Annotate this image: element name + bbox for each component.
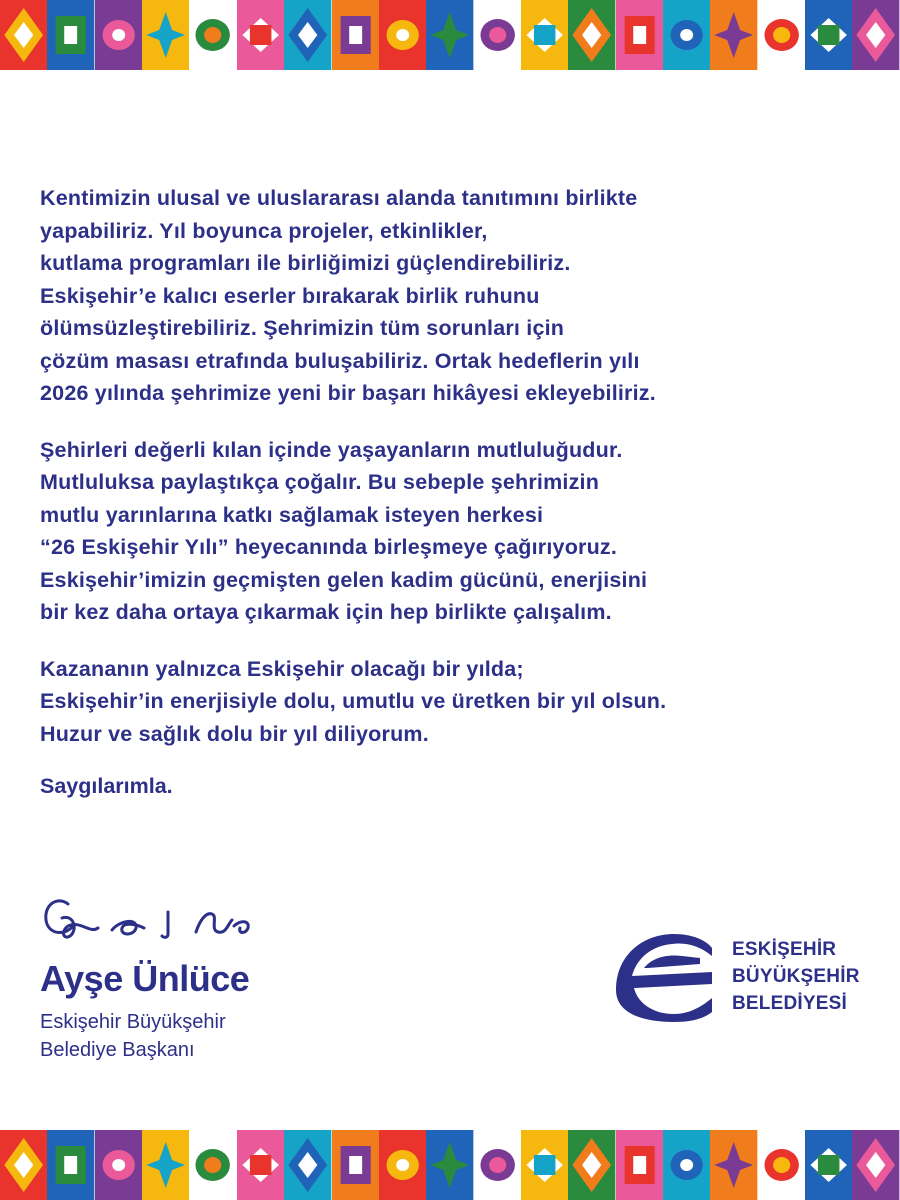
building-icon [805,0,852,70]
title-line: Belediye Başkanı [40,1039,195,1061]
tulip-red-icon [568,1130,615,1200]
logo-line: BÜYÜKŞEHİR [732,965,860,987]
red-medallion-icon [284,0,331,70]
municipality-logo [608,928,860,1024]
paragraph-line: Eskişehir’in enerjisiyle dolu, umutlu ve üretken bir yıl olsun. [40,689,667,713]
tulip-icon [426,1130,473,1200]
paragraph-line: mutlu yarınlarına katkı sağlamak isteyen herkesi [40,502,544,527]
ornament-icon [521,1130,568,1200]
flower-pattern-icon [189,0,236,70]
red-cross-star-icon [379,0,426,70]
red-cross-star-icon [379,1130,426,1200]
bottom-decorative-border [0,1130,900,1200]
rosette-tile-icon [142,0,189,70]
geometric-tile-icon [95,1130,142,1200]
letter-body [40,182,840,799]
diamond-pattern-icon [0,0,47,70]
paragraph-line: bir kez daha ortaya çıkarmak için hep birlikte çalışalım. [40,600,612,624]
paragraph-line: yapabiliriz. Yıl boyunca projeler, etkinlikler, [40,218,488,243]
paragraph-1 [40,182,840,410]
signature-image [40,890,270,955]
octagram-star-icon [237,0,284,70]
top-decorative-border [0,0,900,70]
square-tile-icon [47,1130,94,1200]
logo-line: ESKİŞEHİR [732,938,837,960]
paragraph-line: “26 Eskişehir Yılı” heyecanında birleşmeye çağırıyoruz. [40,535,618,559]
bicycle-icon [758,0,805,70]
woman-portrait-icon [663,0,710,70]
paragraph-line: kutlama programları ile birliğimizi güçlendirebiliriz. [40,251,571,275]
paragraph-line: Kentimizin ulusal ve uluslararası alanda tanıtımını birlikte [40,186,638,210]
basketball-icon [852,0,899,70]
geometric-tile-icon [95,0,142,70]
blue-flower-icon [332,0,379,70]
red-medallion-icon [284,1130,331,1200]
rosette-tile-icon [142,1130,189,1200]
municipality-emblem-icon [608,928,718,1024]
paragraph-line: Eskişehir’e kalıcı eserler bırakarak birlik ruhunu [40,283,540,308]
paragraph-line: Şehirleri değerli kılan içinde yaşayanların mutluluğudur. [40,437,623,462]
tulip-icon [426,0,473,70]
blue-flower-cluster-icon [474,1130,521,1200]
octagram-star-icon [237,1130,284,1200]
signatory-title [40,1008,226,1064]
diamond-pattern-icon [0,1130,47,1200]
title-line: Eskişehir Büyükşehir [40,1011,226,1033]
signatory-name: Ayşe Ünlüce [40,958,250,999]
paragraph-line: Eskişehir’imizin geçmişten gelen kadim gücünü, enerjisini [40,567,648,592]
paragraph-line: Kazananın yalnızca Eskişehir olacağı bir yılda; [40,656,524,681]
paragraph-line: 2026 yılında şehrimize yeni bir başarı hikâyesi ekleyebiliriz. [40,381,656,405]
blue-flower-cluster-icon [474,0,521,70]
tulip-red-icon [568,0,615,70]
building-icon [805,1130,852,1200]
music-notes-icon [710,1130,757,1200]
dove-icon [616,0,663,70]
ornament-icon [521,0,568,70]
square-tile-icon [47,0,94,70]
blue-flower-icon [332,1130,379,1200]
paragraph-line: Mutluluksa paylaştıkça çoğalır. Bu sebeple şehrimizin [40,470,600,494]
paragraph-2 [40,434,840,629]
basketball-icon [852,1130,899,1200]
bicycle-icon [758,1130,805,1200]
paragraph-line: Huzur ve sağlık dolu bir yıl diliyorum. [40,721,429,746]
woman-portrait-icon [663,1130,710,1200]
flower-pattern-icon [189,1130,236,1200]
dove-icon [616,1130,663,1200]
paragraph-line: ölümsüzleştirebiliriz. Şehrimizin tüm sorunları için [40,316,565,340]
logo-wordmark [732,936,860,1017]
paragraph-3 [40,653,840,751]
closing-greeting: Saygılarımla. [40,774,173,798]
paragraph-line: çözüm masası etrafında buluşabiliriz. Ortak hedeflerin yılı [40,348,640,373]
logo-line: BELEDİYESİ [732,992,847,1014]
music-notes-icon [710,0,757,70]
